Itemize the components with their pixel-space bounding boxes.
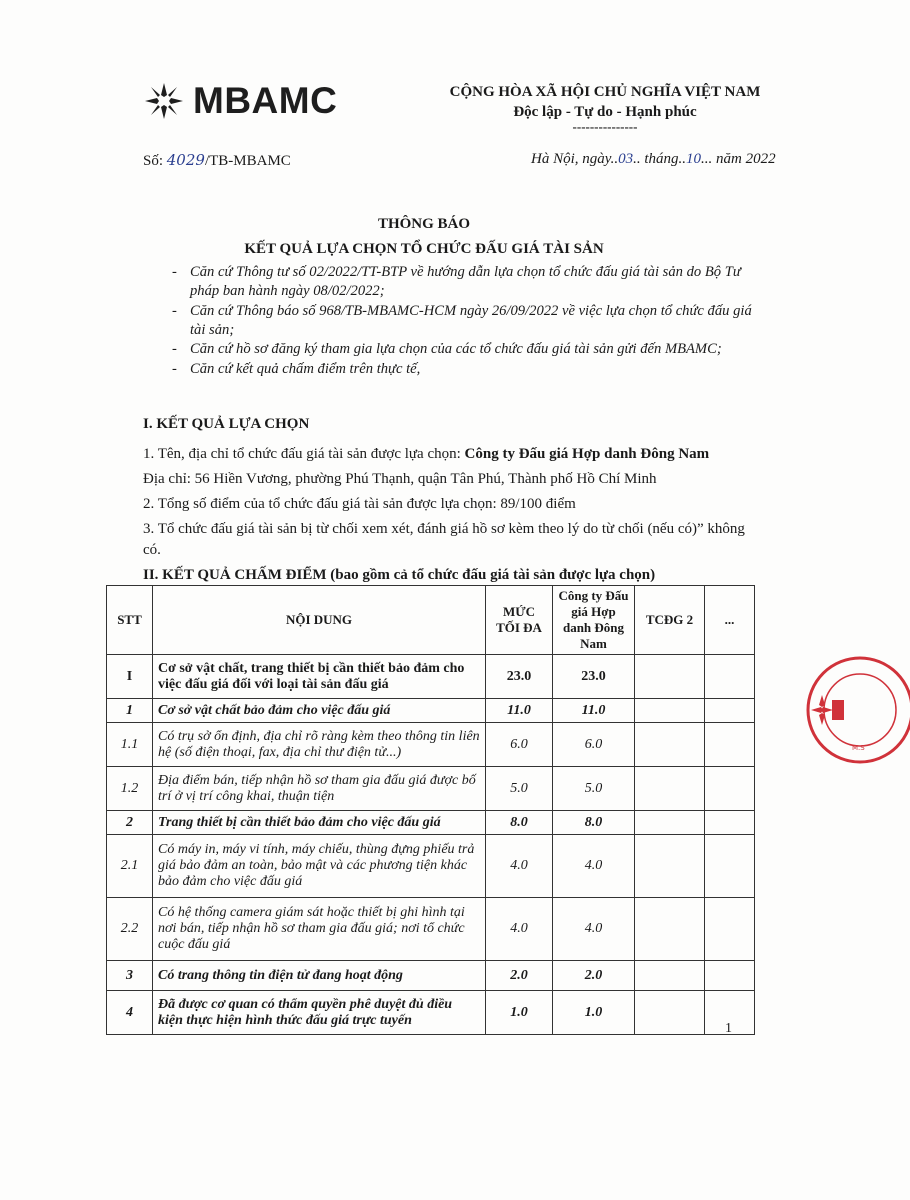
date-day: 03 [618,151,634,167]
cell-max: 5.0 [486,767,553,811]
rejected-orgs-line: 3. Tổ chức đấu giá tài sản bị từ chối xem xét, đánh giá hồ sơ kèm theo lý do từ chối (nếu có)” không có. [143,521,745,558]
cell-empty [635,767,705,811]
cell-empty [705,655,755,699]
cell-empty [705,723,755,767]
col-header-max: MỨC TỐI ĐA [486,586,553,655]
cell-stt: 2.2 [107,898,153,961]
cell-stt: 3 [107,961,153,991]
national-motto: Độc lập - Tự do - Hạnh phúc [513,104,697,120]
cell-max: 11.0 [486,699,553,723]
table-row [107,723,755,767]
ref-number: 4029 [166,151,205,169]
cell-empty [705,898,755,961]
col-header-stt: STT [107,586,153,655]
cell-max: 6.0 [486,723,553,767]
cell-content: Trang thiết bị cần thiết bảo đảm cho việc đấu giá [153,811,486,835]
legal-basis-item: - Căn cứ kết quả chấm điểm trên thực tế, [165,360,765,379]
document-title: THÔNG BÁO [377,216,471,232]
cell-empty [705,767,755,811]
table-row [107,811,755,835]
table-row [107,767,755,811]
cell-max: 4.0 [486,835,553,898]
cell-empty [635,835,705,898]
legal-basis-item: - Căn cứ Thông báo số 968/TB-MBAMC-HCM ngày 26/09/2022 về việc lựa chọn tổ chức đấu giá tài sản; [165,302,765,340]
cell-content: Cơ sở vật chất bảo đảm cho việc đấu giá [153,699,486,723]
table-row [107,699,755,723]
document-date [531,151,776,168]
legal-bases-list [165,263,765,379]
selected-org-address: Địa chỉ: 56 Hiền Vương, phường Phú Thạnh, quận Tân Phú, Thành phố Hồ Chí Minh [143,471,657,487]
cell-empty [705,699,755,723]
total-score-line: 2. Tổng số điểm của tổ chức đấu giá tài sản được lựa chọn: 89/100 điểm [143,496,576,512]
legal-basis-item: - Căn cứ hồ sơ đăng ký tham gia lựa chọn của các tổ chức đấu giá tài sản gửi đến MBAMC; [165,340,765,359]
document-subtitle: KẾT QUẢ LỰA CHỌN TỔ CHỨC ĐẤU GIÁ TÀI SẢN [244,241,604,257]
logo-text: MBAMC [193,80,338,121]
cell-stt: 1.1 [107,723,153,767]
cell-empty [705,961,755,991]
table-header-row [107,586,755,655]
selected-org-name: Công ty Đấu giá Hợp danh Đông Nam [464,446,710,462]
col-header-content: NỘI DUNG [153,586,486,655]
selected-org-label: 1. Tên, địa chỉ tổ chức đấu giá tài sản được lựa chọn: [143,446,465,462]
col-header-tcdg2: TCĐG 2 [635,586,705,655]
cell-content: Cơ sở vật chất, trang thiết bị cần thiết bảo đảm cho việc đấu giá đối với loại tài sản đấu giá [153,655,486,699]
nation-name: CỘNG HÒA XÃ HỘI CHỦ NGHĨA VIỆT NAM [449,84,761,100]
cell-content: Đã được cơ quan có thẩm quyền phê duyệt đủ điều kiện thực hiện hình thức đấu giá trực tuyến [153,991,486,1035]
svg-text:M.S: M.S [852,744,865,752]
cell-stt: 1.2 [107,767,153,811]
cell-stt: 1 [107,699,153,723]
cell-empty [635,991,705,1035]
cell-score: 8.0 [553,811,635,835]
cell-empty [705,835,755,898]
table-row [107,835,755,898]
col-header-more: ... [705,586,755,655]
table-row [107,961,755,991]
cell-score: 4.0 [553,835,635,898]
cell-score: 4.0 [553,898,635,961]
cell-max: 2.0 [486,961,553,991]
cell-stt: 2 [107,811,153,835]
mbamc-logo [143,78,363,124]
date-prefix: Hà Nội, ngày.. [531,151,619,167]
cell-stt: I [107,655,153,699]
cell-stt: 4 [107,991,153,1035]
cell-score: 2.0 [553,961,635,991]
page-number: 1 [725,1021,732,1036]
cell-content: Có hệ thống camera giám sát hoặc thiết bị ghi hình tại nơi bán, tiếp nhận hồ sơ tham gia đấu giá; nơi tổ chức cuộc đấu giá [153,898,486,961]
cell-empty [635,723,705,767]
national-header [430,82,780,132]
table-row [107,898,755,961]
cell-empty [635,961,705,991]
company-seal-stamp [800,655,910,765]
cell-stt: 2.1 [107,835,153,898]
section-heading-scoring: II. KẾT QUẢ CHẤM ĐIỂM (bao gồm cả tổ chức đấu giá tài sản được lựa chọn) [143,567,656,583]
header-divider: --------------- [572,119,638,134]
cell-score: 5.0 [553,767,635,811]
cell-empty [635,655,705,699]
cell-max: 8.0 [486,811,553,835]
ref-suffix: /TB-MBAMC [204,153,291,169]
col-header-company: Công ty Đấu giá Hợp danh Đông Nam [553,586,635,655]
star-burst-icon [143,81,185,121]
selected-organization [143,444,763,465]
ref-prefix: Số: [143,153,167,169]
cell-score: 1.0 [553,991,635,1035]
table-row [107,991,755,1035]
cell-max: 4.0 [486,898,553,961]
cell-empty [705,811,755,835]
cell-max: 1.0 [486,991,553,1035]
cell-score: 6.0 [553,723,635,767]
cell-empty [635,699,705,723]
cell-empty [635,898,705,961]
date-mid: .. tháng.. [633,151,687,167]
table-row [107,655,755,699]
date-month: 10 [686,151,702,167]
date-suffix: ... năm 2022 [701,151,776,167]
cell-empty [635,811,705,835]
cell-score: 23.0 [553,655,635,699]
legal-basis-item: - Căn cứ Thông tư số 02/2022/TT-BTP về hướng dẫn lựa chọn tổ chức đấu giá tài sản do Bộ Tư pháp ban hành ngày 08/02/2022; [165,263,765,301]
cell-content: Có trang thông tin điện tử đang hoạt động [153,961,486,991]
scoring-table [106,585,755,1035]
cell-score: 11.0 [553,699,635,723]
section-heading-selection-result: I. KẾT QUẢ LỰA CHỌN [143,416,310,432]
document-reference [143,151,291,170]
cell-content: Có máy in, máy vi tính, máy chiếu, thùng đựng phiếu trả giá bảo đảm an toàn, bảo mật và các phương tiện khác bảo đảm cho việc đấu giá [153,835,486,898]
cell-content: Địa điểm bán, tiếp nhận hồ sơ tham gia đấu giá được bố trí ở vị trí công khai, thuận tiện [153,767,486,811]
cell-max: 23.0 [486,655,553,699]
cell-content: Có trụ sở ổn định, địa chỉ rõ ràng kèm theo thông tin liên hệ (số điện thoại, fax, địa chỉ thư điện tử...) [153,723,486,767]
